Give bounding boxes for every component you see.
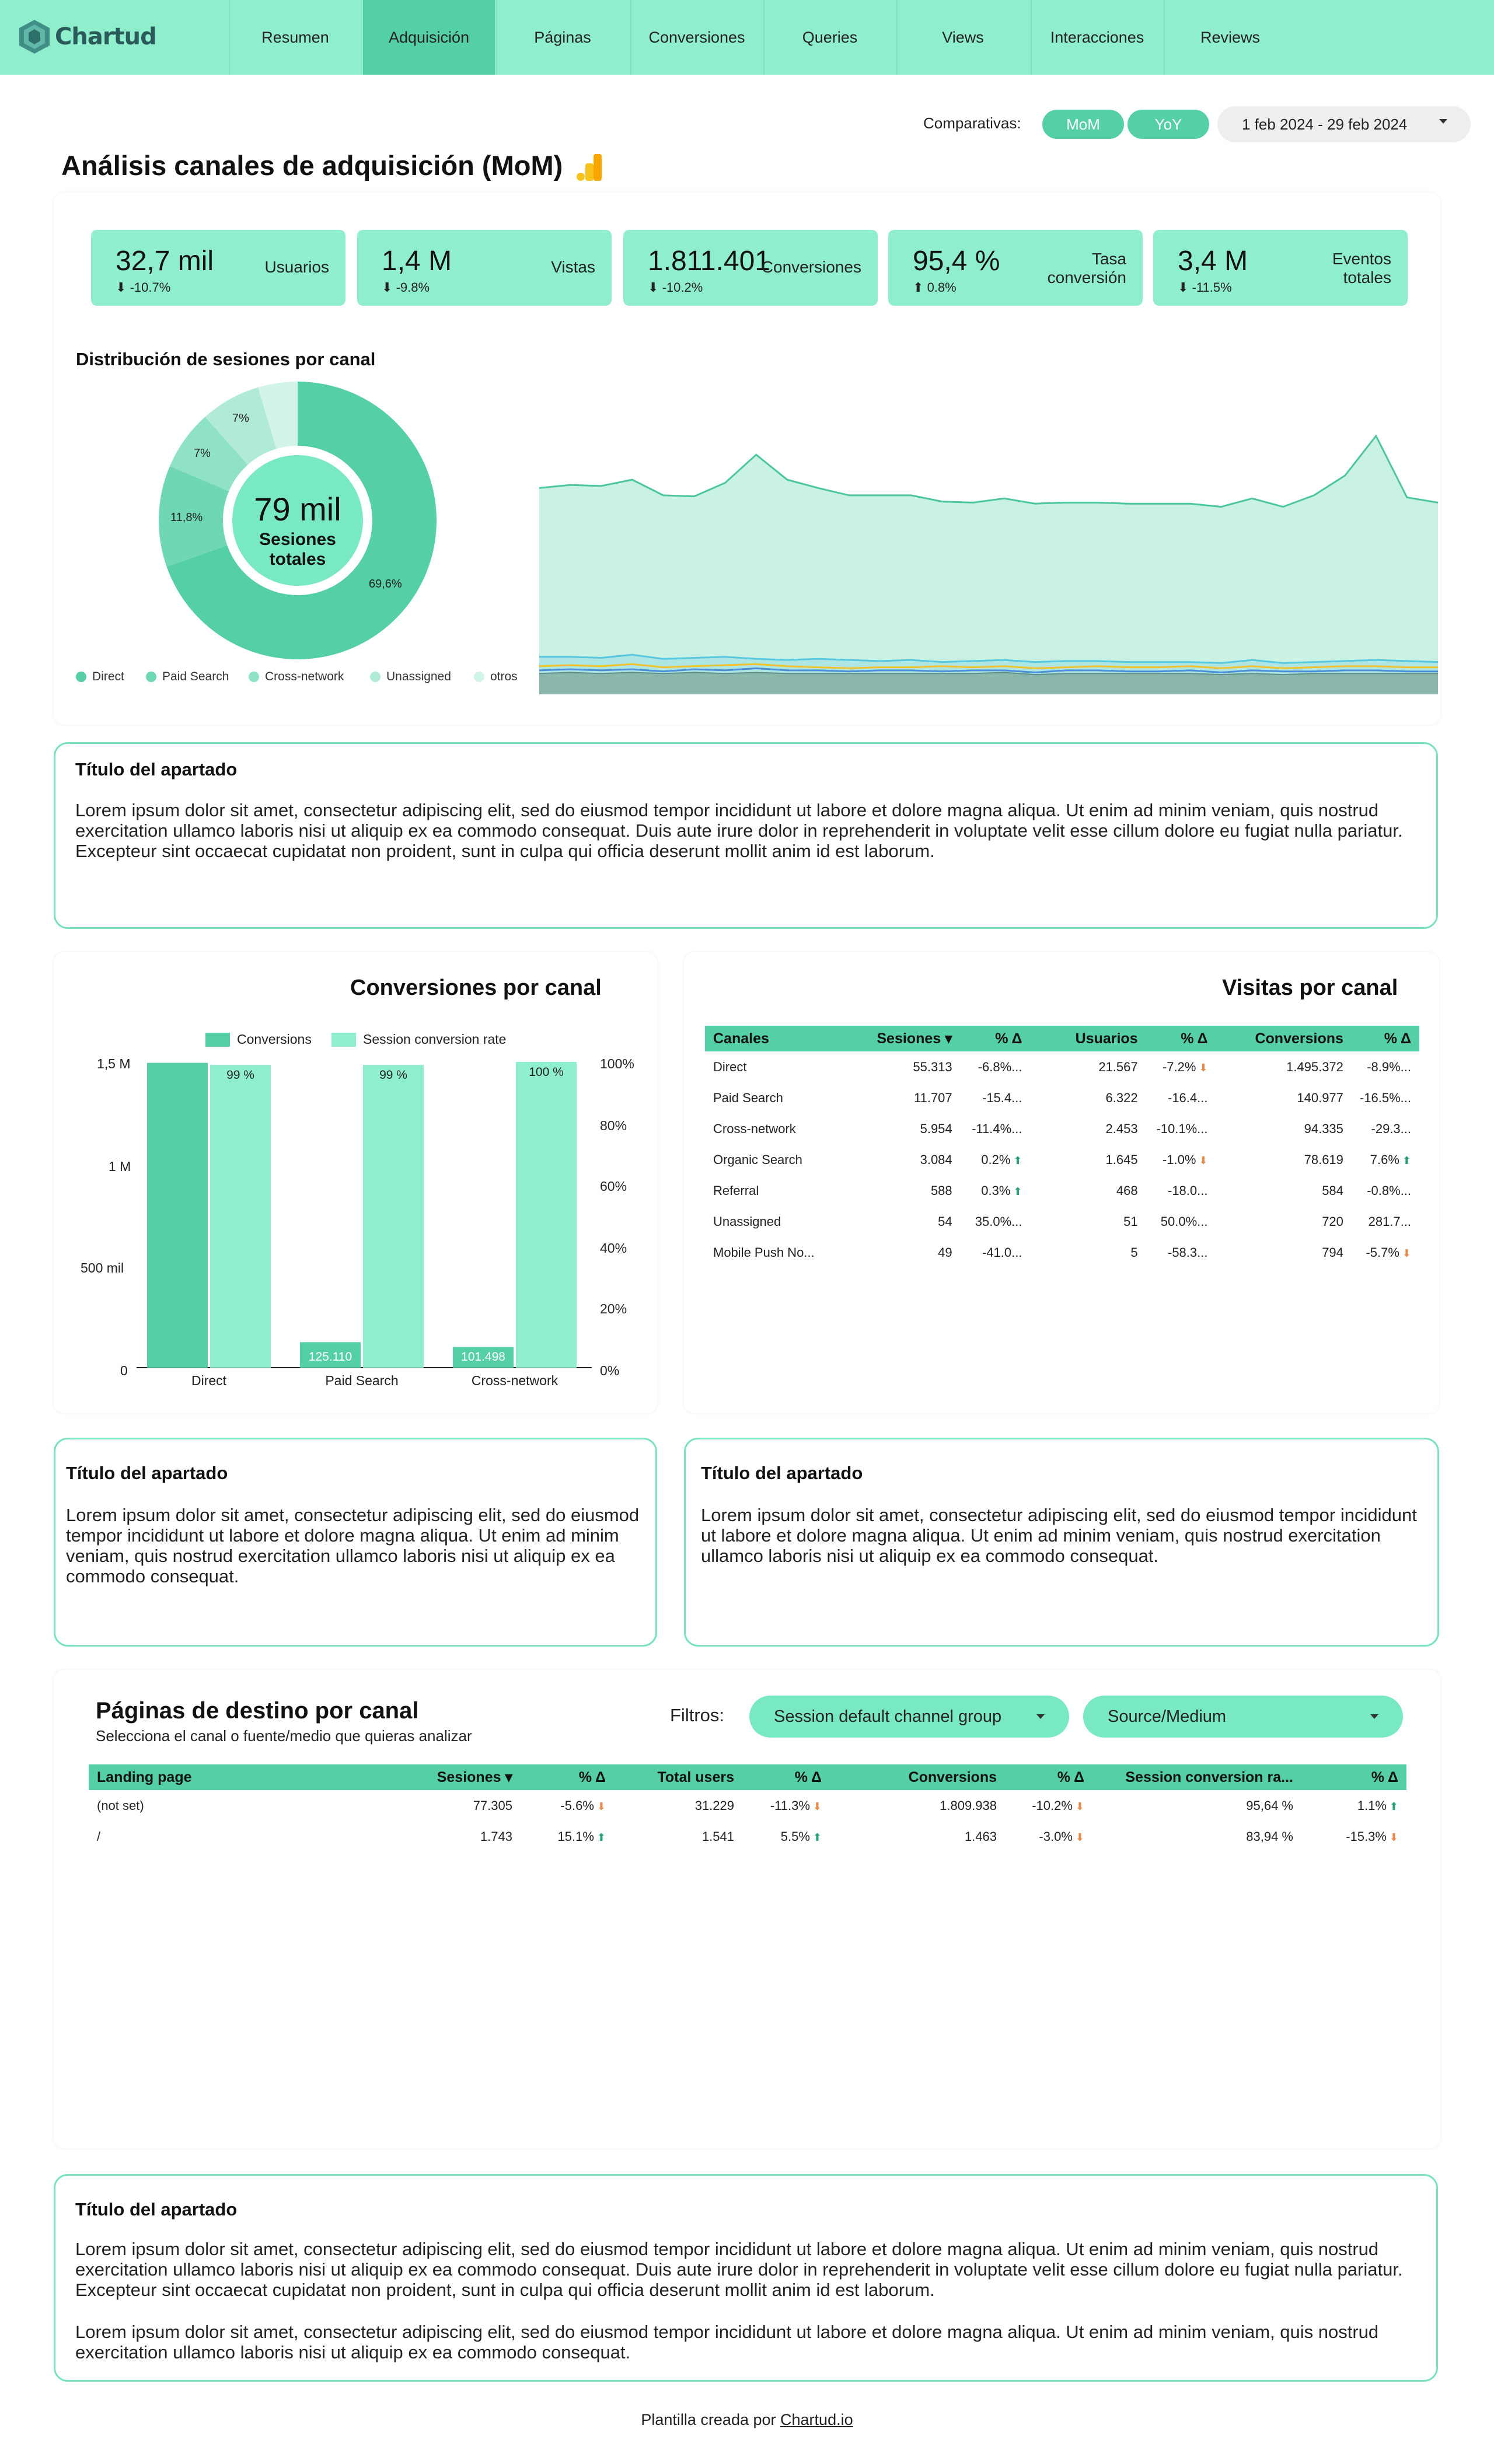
table-cell: 21.567 bbox=[1098, 1059, 1138, 1074]
arrow-up-icon: ⬆ bbox=[1010, 1154, 1022, 1166]
row-label-cell: / bbox=[97, 1829, 101, 1844]
col-conversions[interactable]: Conversions bbox=[1255, 1030, 1343, 1047]
table-cell: -15.4... bbox=[982, 1090, 1022, 1105]
table-header-row bbox=[89, 1764, 1406, 1790]
tab-interacciones[interactable]: Interacciones bbox=[1031, 0, 1163, 75]
kpi-vistas bbox=[357, 230, 612, 306]
table-cell: 1.541 bbox=[701, 1829, 734, 1844]
landing-title: Páginas de destino por canal bbox=[96, 1698, 419, 1724]
kpi-label: Eventos totales bbox=[1332, 250, 1391, 286]
table-cell: 468 bbox=[1116, 1183, 1138, 1198]
legend-unassigned[interactable]: Unassigned bbox=[370, 670, 451, 684]
sessions-title: Distribución de sesiones por canal bbox=[76, 349, 376, 369]
legend-paid-search[interactable]: Paid Search bbox=[146, 670, 229, 684]
arrow-up-icon: ⬆ bbox=[1399, 1154, 1411, 1166]
col-delta[interactable]: % Δ bbox=[1371, 1769, 1398, 1785]
x-tick-label: Direct bbox=[191, 1373, 227, 1388]
table-cell: -6.8%... bbox=[978, 1059, 1022, 1074]
kpi-label: Vistas bbox=[551, 258, 595, 276]
arrow-down-icon: ⬇ bbox=[1399, 1247, 1411, 1259]
kpi-conversiones bbox=[623, 230, 878, 306]
y-tick: 1 M bbox=[109, 1159, 131, 1174]
table-cell: 140.977 bbox=[1297, 1090, 1343, 1105]
footer-link[interactable]: Chartud.io bbox=[780, 2411, 853, 2428]
tab-resumen[interactable]: Resumen bbox=[229, 0, 361, 75]
section-heading: Título del apartado bbox=[75, 759, 238, 780]
arrow-down-icon: ⬇ bbox=[1072, 1831, 1084, 1843]
col-delta[interactable]: % Δ bbox=[1181, 1030, 1208, 1047]
col-total-users[interactable]: Total users bbox=[657, 1769, 734, 1785]
table-row[interactable] bbox=[705, 1144, 1419, 1175]
row-label-cell: (not set) bbox=[97, 1798, 144, 1813]
col-landing-page[interactable]: Landing page bbox=[97, 1769, 192, 1785]
table-cell: 5.954 bbox=[920, 1121, 952, 1136]
table-cell: 94.335 bbox=[1304, 1121, 1343, 1136]
col-delta[interactable]: % Δ bbox=[794, 1769, 822, 1785]
text-section-1 bbox=[54, 742, 1438, 929]
logo-cube-icon bbox=[18, 19, 51, 55]
arrow-up-icon: ⬆ bbox=[809, 1831, 822, 1843]
landing-table bbox=[89, 1764, 1406, 1852]
donut-total-value: 79 mil bbox=[254, 491, 341, 527]
table-cell: 794 bbox=[1322, 1245, 1343, 1260]
kpi-delta: ⬇ -11.5% bbox=[1178, 280, 1232, 295]
table-cell: 584 bbox=[1322, 1183, 1343, 1198]
row-label-cell: Organic Search bbox=[713, 1152, 802, 1167]
table-cell: 7.6% ⬆ bbox=[1370, 1152, 1411, 1167]
table-cell: 1.809.938 bbox=[940, 1798, 997, 1813]
legend-dot bbox=[76, 672, 86, 682]
row-label-cell: Unassigned bbox=[713, 1214, 781, 1229]
table-row[interactable] bbox=[705, 1237, 1419, 1268]
col-delta[interactable]: % Δ bbox=[1057, 1769, 1084, 1785]
table-cell: -29.3... bbox=[1371, 1121, 1411, 1136]
col-delta[interactable]: % Δ bbox=[578, 1769, 606, 1785]
text-section-4 bbox=[54, 2174, 1438, 2382]
arrow-down-icon: ⬇ bbox=[1178, 280, 1189, 295]
table-cell: 49 bbox=[938, 1245, 952, 1260]
table-cell: 720 bbox=[1322, 1214, 1343, 1229]
bar-label-rate: 100 % bbox=[529, 1065, 564, 1079]
table-cell: 0.3% ⬆ bbox=[981, 1183, 1022, 1198]
table-cell: -10.1%... bbox=[1156, 1121, 1208, 1136]
arrow-down-icon: ⬇ bbox=[648, 280, 659, 295]
bar-conversion-rate bbox=[516, 1062, 577, 1368]
arrow-down-icon: ⬇ bbox=[1386, 1831, 1398, 1843]
table-cell: -0.8%... bbox=[1367, 1183, 1411, 1198]
bar-label-rate: 99 % bbox=[379, 1068, 407, 1082]
bar-conversions bbox=[147, 1063, 208, 1368]
slice-label: 69,6% bbox=[369, 578, 402, 590]
tab-views[interactable]: Views bbox=[896, 0, 1028, 75]
table-row[interactable] bbox=[705, 1051, 1419, 1082]
kpi-tasa-conversion bbox=[888, 230, 1143, 306]
table-cell: 50.0%... bbox=[1160, 1214, 1208, 1229]
table-cell: 77.305 bbox=[473, 1798, 512, 1813]
table-row[interactable] bbox=[705, 1113, 1419, 1144]
top-nav bbox=[0, 0, 1494, 75]
visits-title: Visitas por canal bbox=[1222, 976, 1398, 1000]
chevron-down-icon bbox=[1370, 1714, 1378, 1719]
table-cell: 1.645 bbox=[1105, 1152, 1138, 1167]
bar-conversion-rate bbox=[363, 1065, 424, 1368]
text-section-3 bbox=[684, 1438, 1439, 1647]
kpi-delta: ⬆ 0.8% bbox=[913, 280, 957, 295]
table-cell: 95,64 % bbox=[1246, 1798, 1293, 1813]
table-row[interactable] bbox=[705, 1175, 1419, 1206]
chevron-down-icon bbox=[1036, 1714, 1045, 1719]
date-range-text: 1 feb 2024 - 29 feb 2024 bbox=[1242, 115, 1408, 133]
conversions-title: Conversiones por canal bbox=[350, 976, 602, 1000]
kpi-usuarios bbox=[91, 230, 345, 306]
y-tick: 0 bbox=[120, 1363, 128, 1378]
legend-dot bbox=[146, 672, 156, 682]
table-cell: -16.5%... bbox=[1359, 1090, 1411, 1105]
table-cell: 0.2% ⬆ bbox=[981, 1152, 1022, 1167]
table-cell: -5.7% ⬇ bbox=[1366, 1245, 1411, 1260]
y2-tick: 60% bbox=[600, 1179, 627, 1194]
section-body: Lorem ipsum dolor sit amet, consectetur adipiscing elit, sed do eiusmod tempor incididunt ut labore et dolore magna aliqua. Ut enim ad minim veniam, quis nostrud exercitation ullamco laboris nisi ut aliquip ex ea commodo consequat. bbox=[66, 1505, 640, 1586]
section-body: Lorem ipsum dolor sit amet, consectetur adipiscing elit, sed do eiusmod tempor incididunt ut labore et dolore magna aliqua. Ut enim ad minim veniam, quis nostrud exercitation ullamco laboris nisi ut aliquip ex ea commodo consequat. bbox=[75, 2322, 1379, 2362]
kpi-delta: ⬇ -9.8% bbox=[382, 280, 430, 295]
table-cell: -15.3% ⬇ bbox=[1346, 1829, 1398, 1844]
legend-otros[interactable]: otros bbox=[474, 670, 518, 684]
dropdown-value: Source/Medium bbox=[1108, 1707, 1227, 1726]
table-cell: -11.4%... bbox=[972, 1121, 1022, 1136]
legend-session-conversion-rate[interactable]: Session conversion rate bbox=[331, 1032, 506, 1047]
table-cell: 1.463 bbox=[964, 1829, 997, 1844]
source-medium-dropdown[interactable] bbox=[1083, 1696, 1403, 1738]
table-cell: 51 bbox=[1123, 1214, 1138, 1229]
arrow-up-icon: ⬆ bbox=[1386, 1800, 1398, 1812]
arrow-down-icon: ⬇ bbox=[1072, 1800, 1084, 1812]
table-cell: 2.453 bbox=[1105, 1121, 1138, 1136]
legend-dot bbox=[370, 672, 381, 682]
page-title: Análisis canales de adquisición (MoM) bbox=[61, 150, 563, 181]
slice-label: 7% bbox=[194, 447, 211, 460]
legend-dot bbox=[249, 672, 259, 682]
table-cell: 55.313 bbox=[913, 1059, 952, 1074]
sessions-area-chart bbox=[539, 403, 1438, 694]
y2-tick: 20% bbox=[600, 1301, 627, 1316]
table-cell: 1.1% ⬆ bbox=[1357, 1798, 1398, 1813]
table-row[interactable] bbox=[705, 1082, 1419, 1113]
table-cell: 15.1% ⬆ bbox=[557, 1829, 606, 1844]
comparativas-label: Comparativas: bbox=[923, 114, 1021, 132]
analytics-logo-icon bbox=[575, 153, 604, 182]
text-section-2 bbox=[54, 1438, 657, 1647]
arrow-down-icon: ⬇ bbox=[382, 280, 393, 295]
yoy-button[interactable]: YoY bbox=[1128, 110, 1209, 139]
arrow-down-icon: ⬇ bbox=[1196, 1061, 1208, 1074]
row-label-cell: Mobile Push No... bbox=[713, 1245, 815, 1260]
table-cell: 11.707 bbox=[914, 1090, 952, 1105]
table-cell: -58.3... bbox=[1168, 1245, 1208, 1260]
table-row[interactable] bbox=[705, 1206, 1419, 1237]
arrow-up-icon: ⬆ bbox=[1010, 1185, 1022, 1197]
tab-conversiones[interactable]: Conversiones bbox=[630, 0, 762, 75]
table-cell: 5 bbox=[1130, 1245, 1138, 1260]
bar-label-conversions: 125.110 bbox=[308, 1350, 352, 1364]
col-delta[interactable]: % Δ bbox=[1384, 1030, 1411, 1047]
col-usuarios[interactable]: Usuarios bbox=[1075, 1030, 1138, 1047]
table-cell: 35.0%... bbox=[975, 1214, 1022, 1229]
bar-label-rate: 99 % bbox=[226, 1068, 254, 1082]
y-tick: 500 mil bbox=[81, 1260, 124, 1275]
section-heading: Título del apartado bbox=[701, 1463, 863, 1483]
table-cell: 6.322 bbox=[1105, 1090, 1138, 1105]
table-cell: 1.495.372 bbox=[1286, 1059, 1343, 1074]
landing-subtitle: Selecciona el canal o fuente/medio que quieras analizar bbox=[96, 1727, 472, 1745]
section-body: Lorem ipsum dolor sit amet, consectetur adipiscing elit, sed do eiusmod tempor incididunt ut labore et dolore magna aliqua. Ut enim ad minim veniam, quis nostrud exercitation ullamco laboris nisi ut aliquip ex ea commodo consequat. Duis aute irure dolor in reprehenderit in voluptate velit esse cillum dolore eu fugiat nulla pariatur. Excepteur sint occaecat cupidatat non proident, sunt in culpa qui officia deserunt mollit anim id est laborum. bbox=[75, 800, 1403, 861]
slice-label: 11,8% bbox=[170, 511, 203, 524]
y2-tick: 40% bbox=[600, 1240, 627, 1256]
table-cell: 281.7... bbox=[1368, 1214, 1411, 1229]
kpi-value: 1,4 M bbox=[382, 246, 452, 277]
table-cell: 83,94 % bbox=[1246, 1829, 1293, 1844]
table-row[interactable] bbox=[89, 1790, 1406, 1821]
col-delta[interactable]: % Δ bbox=[995, 1030, 1022, 1047]
dropdown-value: Session default channel group bbox=[774, 1707, 1002, 1726]
kpi-value: 1.811.401 bbox=[648, 246, 770, 277]
kpi-label: Tasa conversión bbox=[1047, 250, 1126, 286]
legend-swatch bbox=[205, 1033, 230, 1047]
arrow-down-icon: ⬇ bbox=[116, 280, 127, 295]
table-cell: 31.229 bbox=[694, 1798, 734, 1813]
col-session-conversion-rate[interactable]: Session conversion ra... bbox=[1125, 1769, 1293, 1785]
y2-tick: 100% bbox=[600, 1056, 634, 1071]
section-body: Lorem ipsum dolor sit amet, consectetur adipiscing elit, sed do eiusmod tempor incididunt ut labore et dolore magna aliqua. Ut enim ad minim veniam, quis nostrud exercitation ullamco laboris nisi ut aliquip ex ea commodo consequat. Duis aute irure dolor in reprehenderit in voluptate velit esse cillum dolore eu fugiat nulla pariatur. Excepteur sint occaecat cupidatat non proident, sunt in culpa qui officia deserunt mollit anim id est laborum. bbox=[75, 2239, 1403, 2300]
visits-table bbox=[705, 1026, 1419, 1268]
area-series-line bbox=[539, 436, 1438, 507]
bar-label-conversions: 101.498 bbox=[461, 1350, 505, 1364]
footer bbox=[0, 2411, 1494, 2429]
row-label-cell: Cross-network bbox=[713, 1121, 796, 1136]
x-tick-label: Cross-network bbox=[471, 1373, 558, 1388]
channel-group-dropdown[interactable] bbox=[749, 1696, 1069, 1738]
tab-paginas[interactable]: Páginas bbox=[496, 0, 628, 75]
arrow-up-icon: ⬆ bbox=[913, 280, 924, 295]
y2-tick: 0% bbox=[600, 1363, 620, 1378]
tab-adquisicion[interactable]: Adquisición bbox=[363, 0, 495, 75]
col-canales[interactable]: Canales bbox=[713, 1030, 769, 1047]
bar-conversion-rate bbox=[210, 1065, 271, 1368]
arrow-down-icon: ⬇ bbox=[1196, 1154, 1208, 1166]
conversions-bar-chart bbox=[137, 1062, 592, 1389]
area-series-fill bbox=[539, 436, 1438, 694]
kpi-value: 95,4 % bbox=[913, 246, 1000, 277]
row-label-cell: Paid Search bbox=[713, 1090, 783, 1105]
table-cell: -3.0% ⬇ bbox=[1039, 1829, 1084, 1844]
section-heading: Título del apartado bbox=[75, 2199, 238, 2220]
filters-label: Filtros: bbox=[670, 1705, 724, 1725]
col-sesiones[interactable]: Sesiones ▾ bbox=[437, 1769, 512, 1785]
table-cell: -7.2% ⬇ bbox=[1162, 1059, 1208, 1074]
logo-text: Chartud bbox=[55, 23, 156, 50]
arrow-down-icon: ⬇ bbox=[809, 1800, 822, 1812]
kpi-delta: ⬇ -10.2% bbox=[648, 280, 703, 295]
table-cell: -1.0% ⬇ bbox=[1162, 1152, 1208, 1167]
table-row[interactable] bbox=[89, 1821, 1406, 1852]
row-label-cell: Referral bbox=[713, 1183, 759, 1198]
section-heading: Título del apartado bbox=[66, 1463, 228, 1483]
y-tick: 1,5 M bbox=[97, 1056, 131, 1071]
col-conversions[interactable]: Conversions bbox=[908, 1769, 997, 1785]
row-label-cell: Direct bbox=[713, 1059, 747, 1074]
table-cell: -18.0... bbox=[1168, 1183, 1208, 1198]
mom-button[interactable]: MoM bbox=[1042, 110, 1124, 139]
table-cell: -10.2% ⬇ bbox=[1032, 1798, 1084, 1813]
x-tick-label: Paid Search bbox=[325, 1373, 399, 1388]
arrow-up-icon: ⬆ bbox=[594, 1831, 606, 1843]
table-cell: -5.6% ⬇ bbox=[560, 1798, 606, 1813]
date-range-picker[interactable] bbox=[1217, 106, 1471, 142]
kpi-delta: ⬇ -10.7% bbox=[116, 280, 171, 295]
kpi-label: Usuarios bbox=[264, 258, 329, 276]
table-cell: -8.9%... bbox=[1367, 1059, 1411, 1074]
area-series-fill bbox=[539, 673, 1438, 695]
table-cell: -16.4... bbox=[1168, 1090, 1208, 1105]
logo[interactable] bbox=[18, 19, 156, 55]
kpi-label: Conversiones bbox=[761, 258, 861, 276]
legend-conversions[interactable]: Conversions bbox=[205, 1032, 312, 1047]
table-cell: 3.084 bbox=[920, 1152, 952, 1167]
section-body: Lorem ipsum dolor sit amet, consectetur adipiscing elit, sed do eiusmod tempor incididunt ut labore et dolore magna aliqua. Ut enim ad minim veniam, quis nostrud exercitation ullamco laboris nisi ut aliquip ex ea commodo consequat. bbox=[701, 1505, 1417, 1566]
tab-queries[interactable]: Queries bbox=[763, 0, 895, 75]
table-cell: 78.619 bbox=[1304, 1152, 1343, 1167]
slice-label: 7% bbox=[232, 412, 249, 425]
arrow-down-icon: ⬇ bbox=[594, 1800, 606, 1812]
kpi-value: 32,7 mil bbox=[116, 246, 214, 277]
footer-text: Plantilla creada por bbox=[641, 2411, 776, 2428]
table-cell: -11.3% ⬇ bbox=[770, 1798, 822, 1813]
legend-swatch bbox=[331, 1033, 356, 1047]
table-cell: 1.743 bbox=[480, 1829, 512, 1844]
legend-cross-network[interactable]: Cross-network bbox=[249, 670, 344, 684]
y2-tick: 80% bbox=[600, 1118, 627, 1133]
kpi-eventos bbox=[1153, 230, 1408, 306]
donut-total-label: Sesiones totales bbox=[259, 530, 336, 569]
col-sesiones[interactable]: Sesiones ▾ bbox=[877, 1030, 952, 1047]
table-cell: 5.5% ⬆ bbox=[780, 1829, 822, 1844]
kpi-value: 3,4 M bbox=[1178, 246, 1248, 277]
chevron-down-icon bbox=[1439, 119, 1447, 124]
table-cell: -41.0... bbox=[982, 1245, 1022, 1260]
tab-reviews[interactable]: Reviews bbox=[1164, 0, 1296, 75]
table-cell: 54 bbox=[938, 1214, 952, 1229]
legend-dot bbox=[474, 672, 484, 682]
legend-direct[interactable]: Direct bbox=[76, 670, 124, 684]
table-header-row bbox=[705, 1026, 1419, 1051]
table-cell: 588 bbox=[930, 1183, 952, 1198]
